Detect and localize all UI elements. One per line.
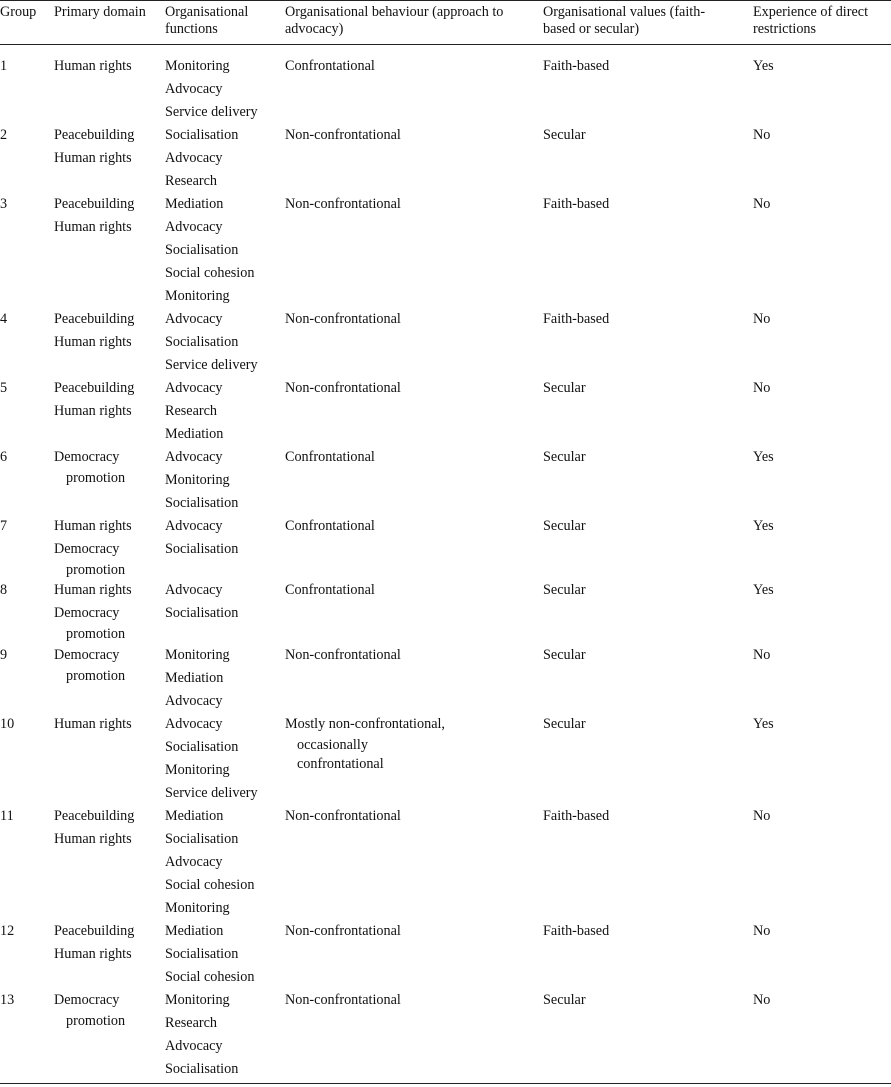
function-item: Advocacy — [165, 311, 223, 327]
function-item: Service delivery — [165, 785, 258, 801]
function-item: Advocacy — [165, 219, 223, 235]
primary-domain — [54, 579, 132, 643]
organisational-values: Faith-based — [543, 58, 610, 74]
domain-item — [54, 446, 125, 487]
organisational-functions — [165, 920, 254, 989]
header-direct-restrictions: Experience of direct restrictions — [753, 4, 869, 37]
direct-restrictions: Yes — [753, 449, 774, 465]
function-item: Monitoring — [165, 647, 230, 663]
domain-item — [54, 193, 134, 216]
primary-domain — [54, 920, 134, 966]
organisational-behaviour — [285, 55, 375, 78]
primary-domain — [54, 193, 134, 239]
domain-text-line: Human rights — [54, 403, 132, 419]
direct-restrictions: No — [753, 311, 771, 327]
organisational-values: Secular — [543, 518, 586, 534]
domain-text-line: Democracy — [54, 647, 120, 663]
organisational-values: Faith-based — [543, 196, 610, 212]
function-item: Socialisation — [165, 541, 239, 557]
function-item: Advocacy — [165, 150, 223, 166]
organisational-values: Secular — [543, 449, 586, 465]
function-item: Socialisation — [165, 739, 239, 755]
domain-text-line: Democracy — [54, 541, 120, 557]
function-item: Monitoring — [165, 288, 230, 304]
organisational-functions — [165, 989, 238, 1081]
domain-item — [54, 124, 134, 147]
behaviour-text-line: Non-confrontational — [285, 647, 401, 663]
organisational-functions — [165, 124, 238, 193]
domain-item — [54, 216, 134, 239]
function-item: Monitoring — [165, 58, 230, 74]
direct-restrictions: No — [753, 992, 771, 1008]
behaviour-text-line: Non-confrontational — [285, 311, 401, 327]
domain-text-line: Peacebuilding — [54, 196, 135, 212]
group-number: 2 — [0, 127, 8, 143]
domain-item — [54, 538, 132, 579]
function-item: Advocacy — [165, 380, 223, 396]
header-organisational-behaviour: Organisational behaviour (approach to advocacy) — [285, 4, 504, 37]
domain-text-line: promotion — [66, 668, 126, 684]
function-item: Advocacy — [165, 854, 223, 870]
function-item: Socialisation — [165, 831, 239, 847]
function-item: Socialisation — [165, 946, 239, 962]
organisational-functions — [165, 579, 238, 625]
header-organisational-values: Organisational values (faith-based or secular) — [543, 4, 706, 37]
function-item: Socialisation — [165, 495, 239, 511]
direct-restrictions: No — [753, 808, 771, 824]
domain-item — [54, 579, 132, 602]
organisational-functions — [165, 55, 258, 124]
organisational-behaviour — [285, 989, 401, 1012]
function-item: Advocacy — [165, 1038, 223, 1054]
primary-domain — [54, 308, 134, 354]
direct-restrictions: Yes — [753, 716, 774, 732]
function-item: Social cohesion — [165, 969, 255, 985]
organisational-values: Faith-based — [543, 311, 610, 327]
header-organisational-functions: Organisational functions — [165, 4, 249, 37]
function-item: Mediation — [165, 808, 224, 824]
domain-text-line: Peacebuilding — [54, 808, 135, 824]
organisational-behaviour — [285, 644, 401, 667]
direct-restrictions: No — [753, 647, 771, 663]
primary-domain — [54, 124, 134, 170]
organisational-values: Faith-based — [543, 923, 610, 939]
function-item: Advocacy — [165, 582, 223, 598]
group-number: 11 — [0, 808, 14, 824]
function-item: Monitoring — [165, 900, 230, 916]
group-number: 12 — [0, 923, 15, 939]
primary-domain — [54, 377, 134, 423]
function-item: Mediation — [165, 196, 224, 212]
organisational-functions — [165, 805, 254, 920]
organisational-values: Faith-based — [543, 808, 610, 824]
organisational-behaviour — [285, 579, 375, 602]
organisational-behaviour — [285, 377, 401, 400]
domain-text-line: Democracy — [54, 449, 120, 465]
behaviour-text-line: Non-confrontational — [285, 808, 401, 824]
direct-restrictions: Yes — [753, 518, 774, 534]
function-item: Mediation — [165, 426, 224, 442]
domain-text-line: Peacebuilding — [54, 380, 135, 396]
organisational-functions — [165, 713, 258, 805]
primary-domain — [54, 644, 125, 685]
group-number: 1 — [0, 58, 8, 74]
domain-text-line: Human rights — [54, 334, 132, 350]
organisational-behaviour — [285, 124, 401, 147]
header-primary-domain: Primary domain — [54, 4, 146, 20]
domain-text-line: Peacebuilding — [54, 923, 135, 939]
function-item: Advocacy — [165, 449, 223, 465]
function-item: Monitoring — [165, 762, 230, 778]
table-top-rule — [0, 0, 891, 1]
primary-domain — [54, 515, 132, 579]
domain-text-line: Human rights — [54, 831, 132, 847]
function-item: Research — [165, 1015, 217, 1031]
function-item: Socialisation — [165, 605, 239, 621]
function-item: Social cohesion — [165, 265, 255, 281]
domain-text-line: Human rights — [54, 518, 132, 534]
group-number: 4 — [0, 311, 8, 327]
organisational-values: Secular — [543, 127, 586, 143]
organisational-functions — [165, 377, 223, 446]
organisational-functions — [165, 308, 258, 377]
domain-text-line: Human rights — [54, 946, 132, 962]
table-header-rule — [0, 44, 891, 45]
organisational-values: Secular — [543, 380, 586, 396]
domain-item — [54, 55, 132, 78]
domain-item — [54, 308, 134, 331]
group-number: 7 — [0, 518, 8, 534]
behaviour-text-line: Confrontational — [285, 582, 375, 598]
behaviour-text-line: Non-confrontational — [285, 127, 401, 143]
organisational-functions — [165, 193, 254, 308]
function-item: Research — [165, 173, 217, 189]
domain-text-line: Human rights — [54, 58, 132, 74]
domain-text-line: promotion — [66, 470, 126, 486]
organisational-behaviour — [285, 920, 401, 943]
organisational-behaviour — [285, 193, 401, 216]
domain-text-line: Human rights — [54, 716, 132, 732]
direct-restrictions: Yes — [753, 582, 774, 598]
domain-text-line: Peacebuilding — [54, 311, 135, 327]
organisational-values: Secular — [543, 992, 586, 1008]
domain-item — [54, 644, 125, 685]
function-item: Mediation — [165, 670, 224, 686]
function-item: Monitoring — [165, 472, 230, 488]
group-number: 6 — [0, 449, 8, 465]
domain-text-line: Human rights — [54, 219, 132, 235]
function-item: Socialisation — [165, 1061, 239, 1077]
domain-item — [54, 515, 132, 538]
organisational-values: Secular — [543, 582, 586, 598]
direct-restrictions: No — [753, 196, 771, 212]
function-item: Advocacy — [165, 716, 223, 732]
primary-domain — [54, 55, 132, 78]
behaviour-text-line: Confrontational — [285, 58, 375, 74]
domain-item — [54, 828, 134, 851]
function-item: Service delivery — [165, 104, 258, 120]
group-number: 3 — [0, 196, 8, 212]
function-item: Monitoring — [165, 992, 230, 1008]
primary-domain — [54, 805, 134, 851]
behaviour-text-line: Non-confrontational — [285, 380, 401, 396]
organisational-values: Secular — [543, 647, 586, 663]
organisational-functions — [165, 515, 238, 561]
domain-text-line: promotion — [66, 626, 126, 642]
domain-item — [54, 400, 134, 423]
group-number: 13 — [0, 992, 15, 1008]
direct-restrictions: No — [753, 127, 771, 143]
domain-text-line: Democracy — [54, 992, 120, 1008]
behaviour-text-line: Confrontational — [285, 518, 375, 534]
function-item: Advocacy — [165, 518, 223, 534]
domain-text-line: Human rights — [54, 150, 132, 166]
behaviour-text-line: Non-confrontational — [285, 923, 401, 939]
behaviour-text-line: Confrontational — [285, 449, 375, 465]
organisational-functions — [165, 446, 238, 515]
direct-restrictions: No — [753, 923, 771, 939]
organisational-behaviour — [285, 713, 445, 774]
organisational-values: Secular — [543, 716, 586, 732]
domain-item — [54, 943, 134, 966]
function-item: Social cohesion — [165, 877, 255, 893]
group-number: 10 — [0, 716, 15, 732]
domain-item — [54, 713, 132, 736]
behaviour-text-line: Mostly non-confrontational, — [285, 716, 445, 732]
behaviour-text-line: Non-confrontational — [285, 992, 401, 1008]
domain-item — [54, 147, 134, 170]
function-item: Socialisation — [165, 242, 239, 258]
organisational-behaviour — [285, 308, 401, 331]
organisational-behaviour — [285, 805, 401, 828]
domain-item — [54, 602, 132, 643]
organisational-behaviour — [285, 515, 375, 538]
function-item: Mediation — [165, 923, 224, 939]
domain-item — [54, 989, 125, 1030]
domain-text-line: Democracy — [54, 605, 120, 621]
direct-restrictions: Yes — [753, 58, 774, 74]
group-number: 9 — [0, 647, 8, 663]
function-item: Advocacy — [165, 693, 223, 709]
primary-domain — [54, 446, 125, 487]
behaviour-text-line: occasionally — [297, 737, 368, 753]
behaviour-text-line: Non-confrontational — [285, 196, 401, 212]
function-item: Service delivery — [165, 357, 258, 373]
domain-text-line: promotion — [66, 1013, 126, 1029]
group-number: 5 — [0, 380, 8, 396]
primary-domain — [54, 713, 132, 736]
domain-item — [54, 920, 134, 943]
group-number: 8 — [0, 582, 8, 598]
function-item: Socialisation — [165, 334, 239, 350]
primary-domain — [54, 989, 125, 1030]
organisational-functions — [165, 644, 230, 713]
domain-text-line: Human rights — [54, 582, 132, 598]
behaviour-text-line: confrontational — [297, 756, 384, 772]
domain-text-line: Peacebuilding — [54, 127, 135, 143]
domain-text-line: promotion — [66, 562, 126, 578]
table-bottom-rule — [0, 1083, 891, 1084]
function-item: Advocacy — [165, 81, 223, 97]
function-item: Socialisation — [165, 127, 239, 143]
domain-item — [54, 377, 134, 400]
direct-restrictions: No — [753, 380, 771, 396]
header-group: Group — [0, 4, 37, 20]
domain-item — [54, 331, 134, 354]
organisational-behaviour — [285, 446, 375, 469]
function-item: Research — [165, 403, 217, 419]
domain-item — [54, 805, 134, 828]
